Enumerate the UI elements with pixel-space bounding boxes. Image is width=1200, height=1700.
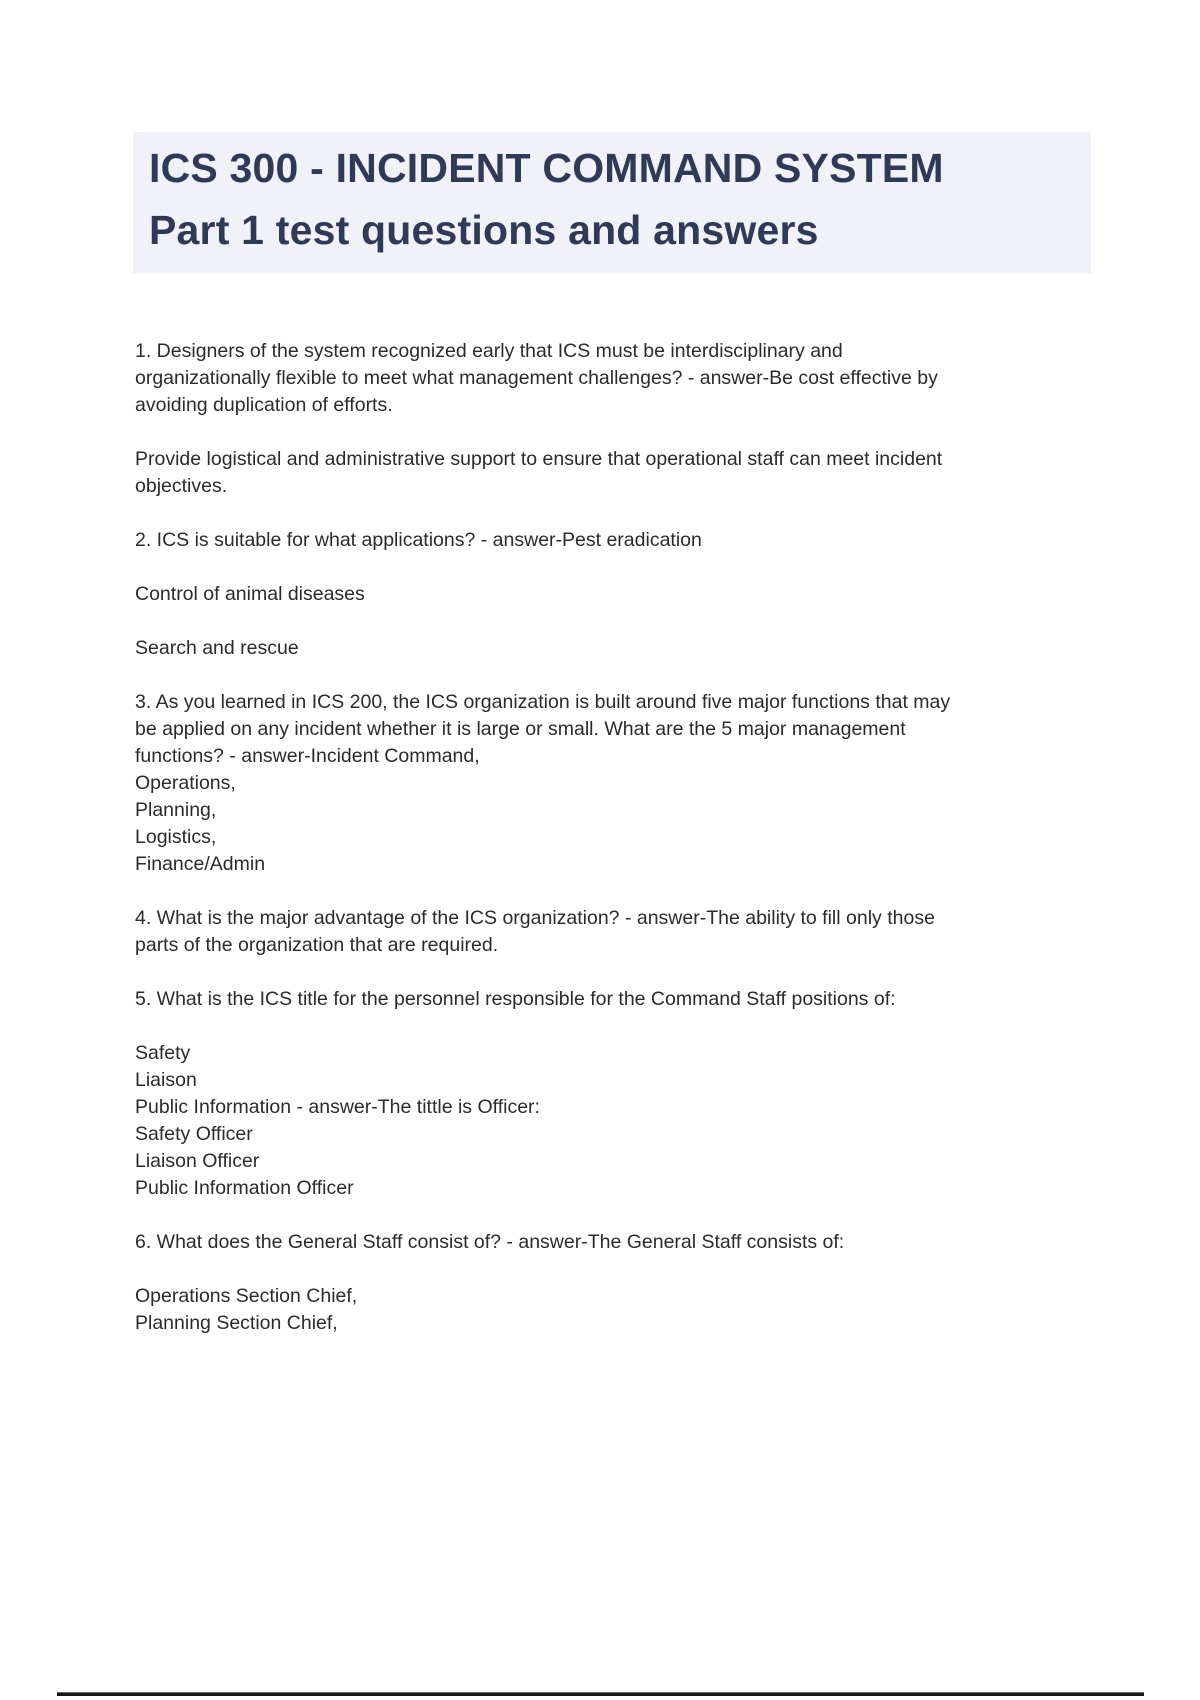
paragraph-8: 5. What is the ICS title for the personnel responsible for the Command Staff positions of: bbox=[135, 988, 896, 1010]
title-line-1: ICS 300 - INCIDENT COMMAND SYSTEM bbox=[149, 145, 944, 191]
paragraph-7: 4. What is the major advantage of the ICS organization? - answer-The ability to fill only those parts of the organization that are required. bbox=[135, 907, 935, 956]
paragraph-6: 3. As you learned in ICS 200, the ICS organization is built around five major functions that may be applied on any incident whether it is large or small. What are the 5 major management functions? - answer-Incident Command, Operations, Planning, Logistics, Finance/Admin bbox=[135, 691, 951, 875]
document-body bbox=[135, 338, 1145, 1364]
paragraph-2: Provide logistical and administrative support to ensure that operational staff can meet incident objectives. bbox=[135, 448, 943, 497]
paragraph-3: 2. ICS is suitable for what applications? - answer-Pest eradication bbox=[135, 529, 702, 551]
footer-rule bbox=[57, 1692, 1144, 1696]
paragraph-1: 1. Designers of the system recognized early that ICS must be interdisciplinary and organizationally flexible to meet what management challenges? - answer-Be cost effective by avoiding duplication of efforts. bbox=[135, 340, 938, 416]
paragraph-9: Safety Liaison Public Information - answer-The tittle is Officer: Safety Officer Liaison Officer Public Information Officer bbox=[135, 1042, 540, 1199]
document-title-block bbox=[133, 132, 1091, 273]
paragraph-4: Control of animal diseases bbox=[135, 583, 365, 605]
title-line-2: Part 1 test questions and answers bbox=[149, 207, 819, 253]
paragraph-10: 6. What does the General Staff consist of? - answer-The General Staff consists of: bbox=[135, 1231, 845, 1253]
paragraph-11: Operations Section Chief, Planning Section Chief, bbox=[135, 1285, 358, 1334]
paragraph-5: Search and rescue bbox=[135, 637, 299, 659]
